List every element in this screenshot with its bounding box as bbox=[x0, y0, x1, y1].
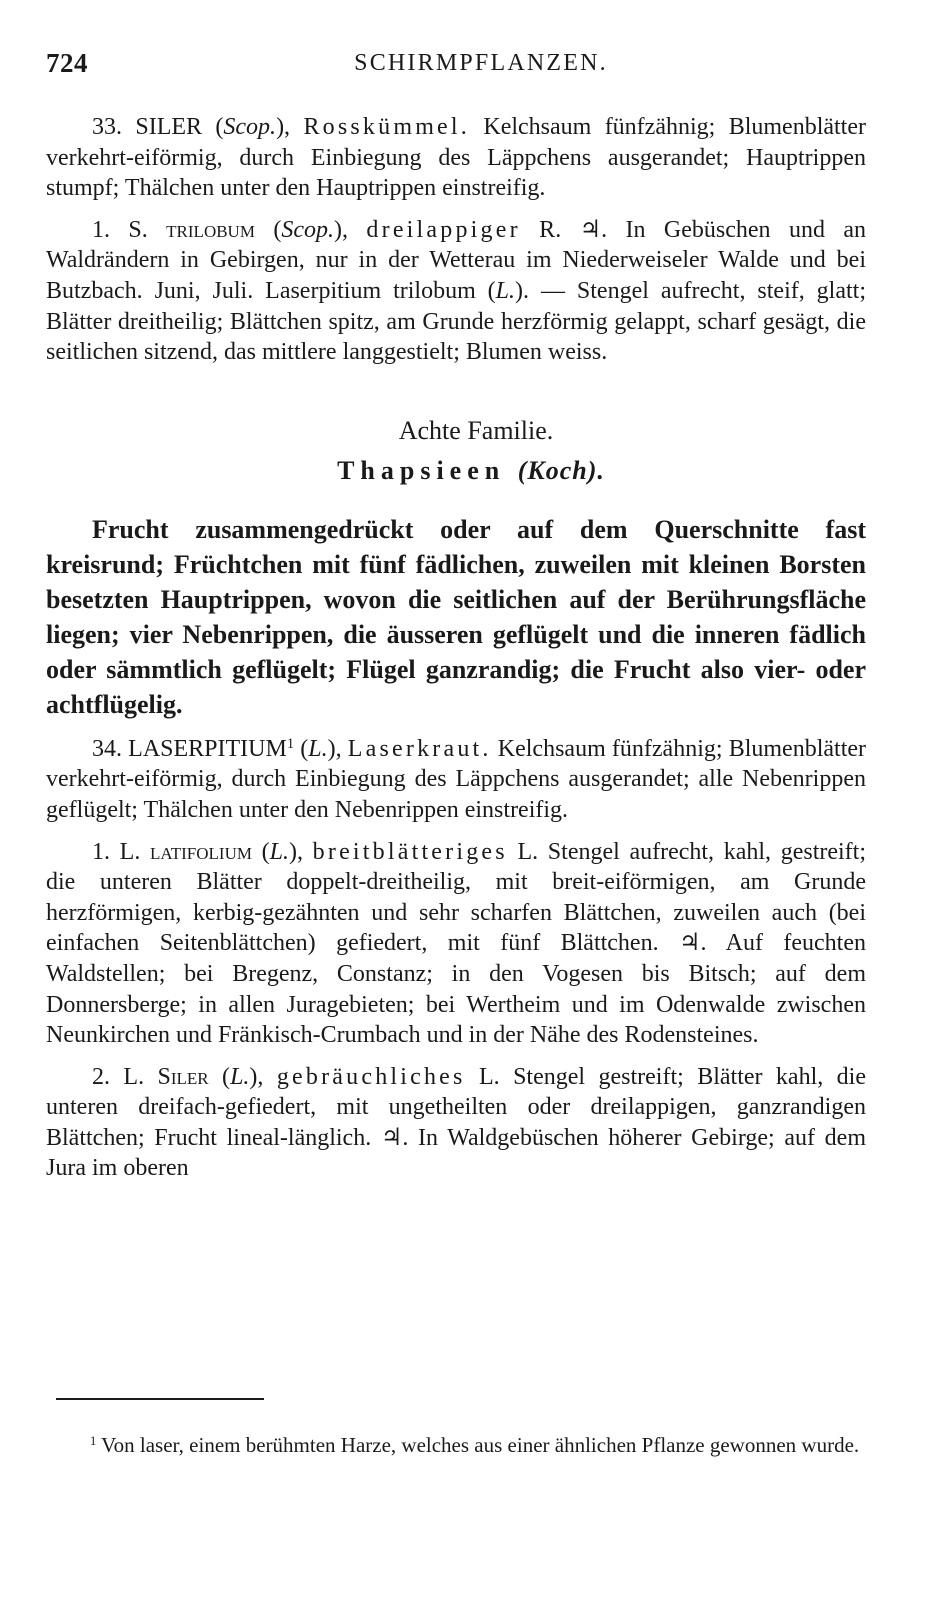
species-description: L. Stengel gestreift; Blätter kahl, die unteren dreifach-gefiedert, mit ungetheilten oder dreilappigen, ganzrandigen Blättchen; Frucht lineal-länglich. ♃. In Waldgebüschen höherer Gebirge; auf dem Jura im oberen bbox=[46, 1063, 866, 1182]
species-name: Siler bbox=[157, 1063, 209, 1090]
footnote-rule bbox=[56, 1398, 264, 1400]
family-heading: Achte Familie. bbox=[398, 415, 554, 445]
species-authority: L. bbox=[230, 1063, 250, 1090]
genus-number-name: 33. SILER ( bbox=[92, 114, 224, 140]
family-title: Thapsieen bbox=[337, 455, 506, 485]
species-name: latifolium bbox=[149, 838, 252, 865]
footnote bbox=[46, 1430, 866, 1460]
species-entry-siler-trilobum: 1. S. trilobum (Scop.), dreilappiger R. ♃. In Gebüschen und an Waldrändern in Gebirgen, nur in der Wetterau im Niederweiseler Walde und bei Butzbach. Juni, Juli. Laserpitium trilobum (L.). — Stengel aufrecht, steif, glatt; Blätter dreitheilig; Blättchen spitz, am Grunde herzförmig gelappt, scharf gesägt, die seitlichen sitzend, das mittlere langgestielt; Blumen weiss. bbox=[46, 216, 867, 366]
page-number: 724 bbox=[46, 48, 88, 78]
genus-authority: L. bbox=[308, 735, 328, 762]
species-description: L. Stengel aufrecht, kahl, gestreift; die unteren Blätter doppelt-dreitheilig, mit breit-eiförmigen, am Grunde herzförmigen, kerbig-gezähnten und sehr scharfen Blättchen, zuweilen auch (bei einfachen Seitenblättchen) gefiedert, mit fünf Blättchen. ♃. Auf feuchten Waldstellen; bei Bregenz, Constanz; in den Vogesen bis Bitsch; auf dem Donnersberge; in allen Juragebieten; bei Wertheim und im Odenwalde zwischen Neunkirchen und Fränkisch-Crumbach und in der Nähe des Rodensteines. bbox=[46, 838, 866, 1049]
genus-entry-laserpitium: 34. LASERPITIUM$^1$ (L.), Laserkraut. Kelchsaum fünfzähnig; Blumenblätter verkehrt-eiförmig, durch Einbiegung des Läppchens ausgerandet; alle Nebenrippen geflügelt; Thälchen unter den Nebenrippen einstreifig. bbox=[46, 735, 867, 823]
genus-description: Kelchsaum fünfzähnig; Blumenblätter verkehrt-eiförmig, durch Einbiegung des Läppchens ausgerandet; alle Nebenrippen geflügelt; Thälchen unter den Nebenrippen einstreifig. bbox=[46, 735, 867, 823]
footnote-number: 1 bbox=[90, 1434, 97, 1449]
family-name bbox=[46, 456, 866, 486]
synonym-authority: L. bbox=[495, 277, 516, 304]
genus-common-name: Laserkraut. bbox=[347, 735, 492, 762]
footnote-marker: 1 bbox=[286, 735, 295, 752]
family-description: Frucht zusammengedrückt oder auf dem Querschnitte fast kreisrund; Früchtchen mit fünf fädlichen, zuweilen mit kleinen Borsten besetzten Hauptrippen, wovon die seitlichen auf der Berührungsfläche liegen; vier Nebenrippen, die äusseren geflügelt und die inneren fädlich oder sämmtlich geflügelt; Flügel ganzrandig; die Frucht also vier- oder achtflügelig. bbox=[46, 514, 866, 719]
species-entry-laserpitium-siler: 2. L. Siler (L.), gebräuchliches L. Stengel gestreift; Blätter kahl, die unteren dreifach-gefiedert, mit ungetheilten oder dreilappigen, ganzrandigen Blättchen; Frucht lineal-länglich. ♃. In Waldgebüschen höherer Gebirge; auf dem Jura im oberen bbox=[46, 1063, 866, 1182]
species-common-name: breitblätteriges bbox=[312, 838, 508, 865]
species-authority: Scop. bbox=[281, 216, 335, 243]
species-authority: L. bbox=[269, 838, 289, 865]
genus-authority: Scop. bbox=[223, 114, 277, 140]
page-header bbox=[46, 48, 866, 88]
genus-entry-siler: 33. SILER (Scop.), Rosskümmel. Kelchsaum fünfzähnig; Blumenblätter verkehrt-eiförmig, durch Einbiegung des Läppchens ausgerandet; Hauptrippen stumpf; Thälchen unter den Hauptrippen einstreifig. bbox=[46, 114, 866, 202]
species-common-name: gebräuchliches bbox=[276, 1063, 466, 1090]
body-text bbox=[46, 112, 866, 1195]
genus-common-name: Rosskümmel. bbox=[303, 114, 470, 140]
family-authority: (Koch). bbox=[517, 455, 605, 485]
footnote-text: Von laser, einem berühmten Harze, welches aus einer ähnlichen Pflanze gewonnen wurde. bbox=[96, 1433, 860, 1457]
species-description: ). — Stengel aufrecht, steif, glatt; Blätter dreitheilig; Blättchen spitz, am Grunde herzförmig gelappt, scharf gesägt, die seitlichen sitzend, das mittlere langgestielt; Blumen weiss. bbox=[46, 277, 866, 366]
running-head: SCHIRMPFLANZEN. bbox=[354, 50, 608, 76]
species-common-name: dreilappiger bbox=[366, 216, 521, 243]
genus-number-name: 34. LASERPITIUM bbox=[92, 735, 287, 762]
species-name: trilobum bbox=[166, 216, 255, 243]
genus-description: Kelchsaum fünfzähnig; Blumenblätter verkehrt-eiförmig, durch Einbiegung des Läppchens ausgerandet; Hauptrippen stumpf; Thälchen unter den Hauptrippen einstreifig. bbox=[46, 114, 866, 202]
species-entry-laserpitium-latifolium: 1. L. latifolium (L.), breitblätteriges L. Stengel aufrecht, kahl, gestreift; die unteren Blätter doppelt-dreitheilig, mit breit-eiförmigen, am Grunde herzförmigen, kerbig-gezähnten und sehr scharfen Blättchen, zuweilen auch (bei einfachen Seitenblättchen) gefiedert, mit fünf Blättchen. ♃. Auf feuchten Waldstellen; bei Bregenz, Constanz; in den Vogesen bis Bitsch; auf dem Donnersberge; in allen Juragebieten; bei Wertheim und im Odenwalde zwischen Neunkirchen und Fränkisch-Crumbach und in der Nähe des Rodensteines. bbox=[46, 838, 866, 1049]
